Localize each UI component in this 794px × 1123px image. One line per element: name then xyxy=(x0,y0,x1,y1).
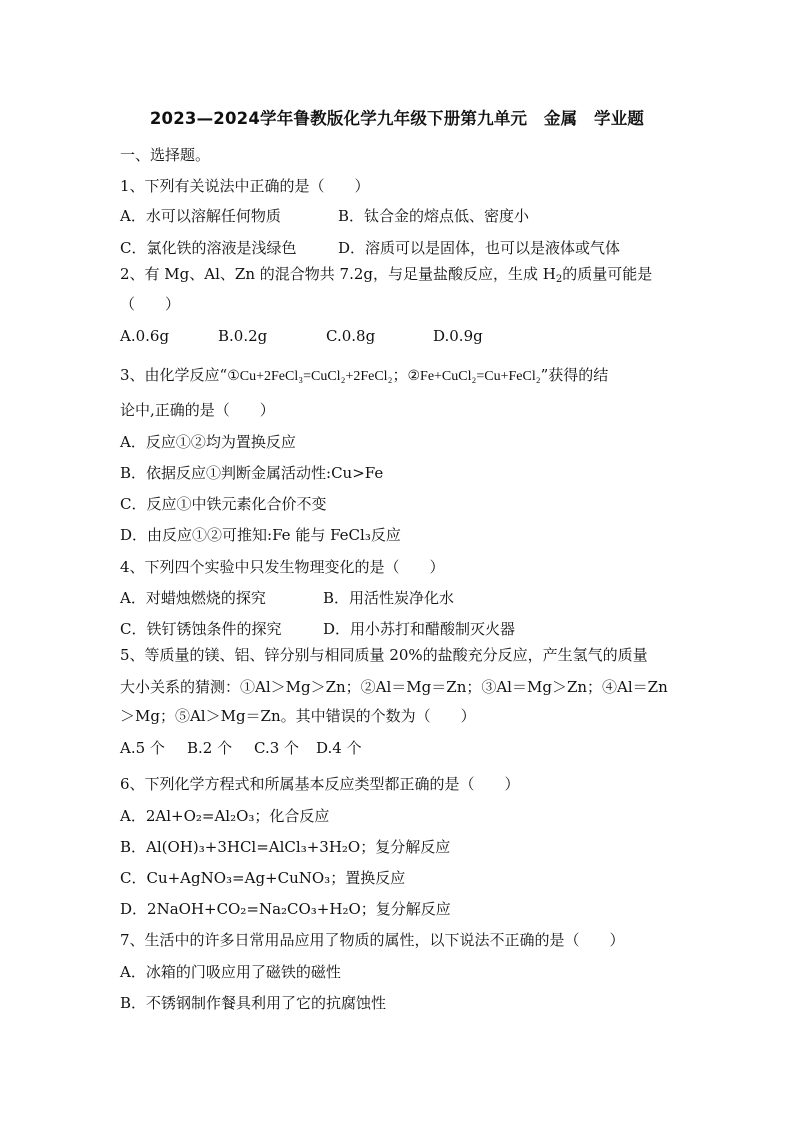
question-4-option-c: C．铁钉锈蚀条件的探究 xyxy=(120,620,282,638)
question-2-option-c: C.0.8g xyxy=(326,327,376,345)
question-3-option-d: D．由反应①②可推知:Fe 能与 FeCl₃反应 xyxy=(120,526,401,544)
question-3-reaction-2: ②Fe+CuCl₂=Cu+FeCl₂ xyxy=(407,369,541,384)
question-2-stem-subscript: 2 xyxy=(555,274,563,285)
question-3-reaction-1: ①Cu+2FeCl₃=CuCl₂+2FeCl₂ xyxy=(227,369,393,384)
question-4-stem: 4、下列四个实验中只发生物理变化的是（ ） xyxy=(120,558,445,576)
question-1-option-d: D．溶质可以是固体，也可以是液体或气体 xyxy=(338,239,621,257)
question-6-option-b: B．Al(OH)₃+3HCl=AlCl₃+3H₂O；复分解反应 xyxy=(120,838,451,856)
document-title: 2023—2024学年鲁教版化学九年级下册第九单元 金属 学业题 xyxy=(149,109,645,128)
question-3-stem-post: ”获得的结 xyxy=(540,366,609,384)
question-7-option-a: A．冰箱的门吸应用了磁铁的磁性 xyxy=(120,963,341,981)
section-heading: 一、选择题。 xyxy=(120,146,211,164)
question-5-stem-line-2: 大小关系的猜测：①Al＞Mg＞Zn；②Al＝Mg＝Zn；③Al＝Mg＞Zn；④Al＝Zn xyxy=(120,678,668,696)
question-5-option-b: B.2 个 xyxy=(187,739,233,757)
question-2-answer-blank: （ ） xyxy=(120,295,181,313)
question-2-stem-pre: 2、有 Mg、Al、Zn 的混合物共 7.2g，与足量盐酸反应，生成 H xyxy=(120,265,556,283)
question-6-option-c: C．Cu+AgNO₃=Ag+CuNO₃；置换反应 xyxy=(120,869,406,887)
question-4-option-b: B．用活性炭净化水 xyxy=(323,589,455,607)
question-4-option-a: A．对蜡烛燃烧的探究 xyxy=(120,589,266,607)
question-6-option-a: A．2Al+O₂=Al₂O₃；化合反应 xyxy=(120,807,330,825)
question-2-option-a: A.0.6g xyxy=(120,327,170,345)
question-1-stem: 1、下列有关说法中正确的是（ ） xyxy=(120,177,370,195)
question-3-stem-line-2: 论中,正确的是（ ） xyxy=(120,401,275,419)
question-5-option-c: C.3 个 xyxy=(254,739,300,757)
question-4-option-d: D．用小苏打和醋酸制灭火器 xyxy=(323,620,516,638)
question-3-separator: ； xyxy=(392,366,408,384)
question-7-stem: 7、生活中的许多日常用品应用了物质的属性，以下说法不正确的是（ ） xyxy=(120,931,625,949)
question-5-stem-line-3: ＞Mg；⑤Al＞Mg＝Zn。其中错误的个数为（ ） xyxy=(120,707,476,725)
question-1-option-c: C．氯化铁的溶液是浅绿色 xyxy=(120,239,297,257)
question-3-stem-pre: 3、由化学反应“ xyxy=(120,366,228,384)
question-5-stem-line-1: 5、等质量的镁、铝、锌分别与相同质量 20%的盐酸充分反应，产生氢气的质量 xyxy=(120,646,648,664)
question-2-stem-post: 的质量可能是 xyxy=(562,265,653,283)
question-2-option-d: D.0.9g xyxy=(433,327,483,345)
question-6-option-d: D．2NaOH+CO₂=Na₂CO₃+H₂O；复分解反应 xyxy=(120,900,451,918)
question-3-option-c: C．反应①中铁元素化合价不变 xyxy=(120,495,327,513)
question-5-option-a: A.5 个 xyxy=(120,739,165,757)
question-3-stem xyxy=(120,365,608,387)
question-7-option-b: B．不锈钢制作餐具利用了它的抗腐蚀性 xyxy=(120,994,387,1012)
question-3-option-a: A．反应①②均为置换反应 xyxy=(120,433,296,451)
question-1-option-a: A．水可以溶解任何物质 xyxy=(120,207,281,225)
question-1-option-b: B．钛合金的熔点低、密度小 xyxy=(338,207,530,225)
question-2-stem xyxy=(120,264,684,284)
question-3-option-b: B．依据反应①判断金属活动性:Cu>Fe xyxy=(120,464,384,482)
question-2-option-b: B.0.2g xyxy=(218,327,268,345)
question-5-option-d: D.4 个 xyxy=(316,739,362,757)
question-6-stem: 6、下列化学方程式和所属基本反应类型都正确的是（ ） xyxy=(120,775,520,793)
